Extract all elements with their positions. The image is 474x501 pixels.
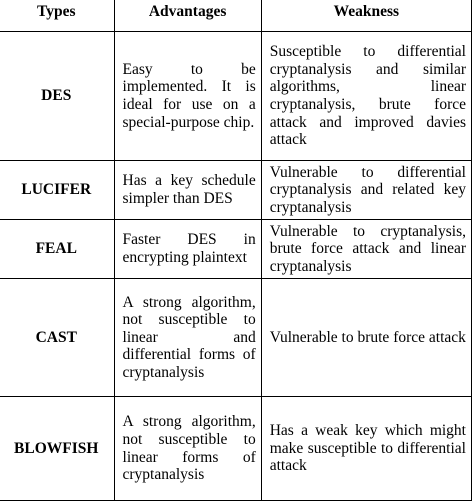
weakness-cell: [261, 397, 471, 501]
type-cell: BLOWFISH: [0, 397, 114, 501]
type-cell: DES: [0, 32, 114, 161]
weakness-text: Has a weak key which might make susceptible to differential attack: [269, 422, 466, 475]
advantages-text: Has a key schedule simpler than DES: [122, 172, 256, 207]
advantages-text: A strong algorithm, not susceptible to linear and differential forms of cryptanalysis: [122, 293, 256, 381]
weakness-cell: [261, 161, 471, 220]
advantages-cell: [114, 397, 261, 501]
advantages-text: Faster DES in encrypting plaintext: [122, 231, 256, 266]
advantages-cell: [114, 279, 261, 397]
weakness-cell: [261, 32, 471, 161]
type-cell: CAST: [0, 279, 114, 397]
type-cell: LUCIFER: [0, 161, 114, 220]
weakness-cell: [261, 279, 471, 397]
advantages-cell: [114, 220, 261, 279]
header-advantages: Advantages: [114, 0, 261, 32]
table-row-cast: [0, 279, 472, 397]
advantages-text: Easy to be implemented. It is ideal for use on a special-purpose chip.: [122, 60, 256, 131]
table-row-lucifer: [0, 161, 472, 220]
advantages-cell: [114, 161, 261, 220]
header-row: [0, 0, 472, 32]
weakness-cell: [261, 220, 471, 279]
table-row-des: [0, 32, 472, 161]
advantages-text: A strong algorithm, not susceptible to linear forms of cryptanalysis: [122, 413, 256, 484]
table-row-blowfish: [0, 397, 472, 501]
weakness-text: Vulnerable to cryptanalysis, brute force attack and linear cryptanalysis: [269, 222, 466, 275]
weakness-text: Vulnerable to differential cryptanalysis and related key cryptanalysis: [269, 163, 466, 216]
table-row-feal: [0, 220, 472, 279]
header-weakness: Weakness: [261, 0, 471, 32]
weakness-text: Susceptible to differential cryptanalysis and similar algorithms, linear cryptanalysis, brute force attack and improved davies attack: [269, 43, 466, 149]
advantages-cell: [114, 32, 261, 161]
header-types: Types: [0, 0, 114, 32]
weakness-text: Vulnerable to brute force attack: [269, 328, 466, 346]
type-cell: FEAL: [0, 220, 114, 279]
